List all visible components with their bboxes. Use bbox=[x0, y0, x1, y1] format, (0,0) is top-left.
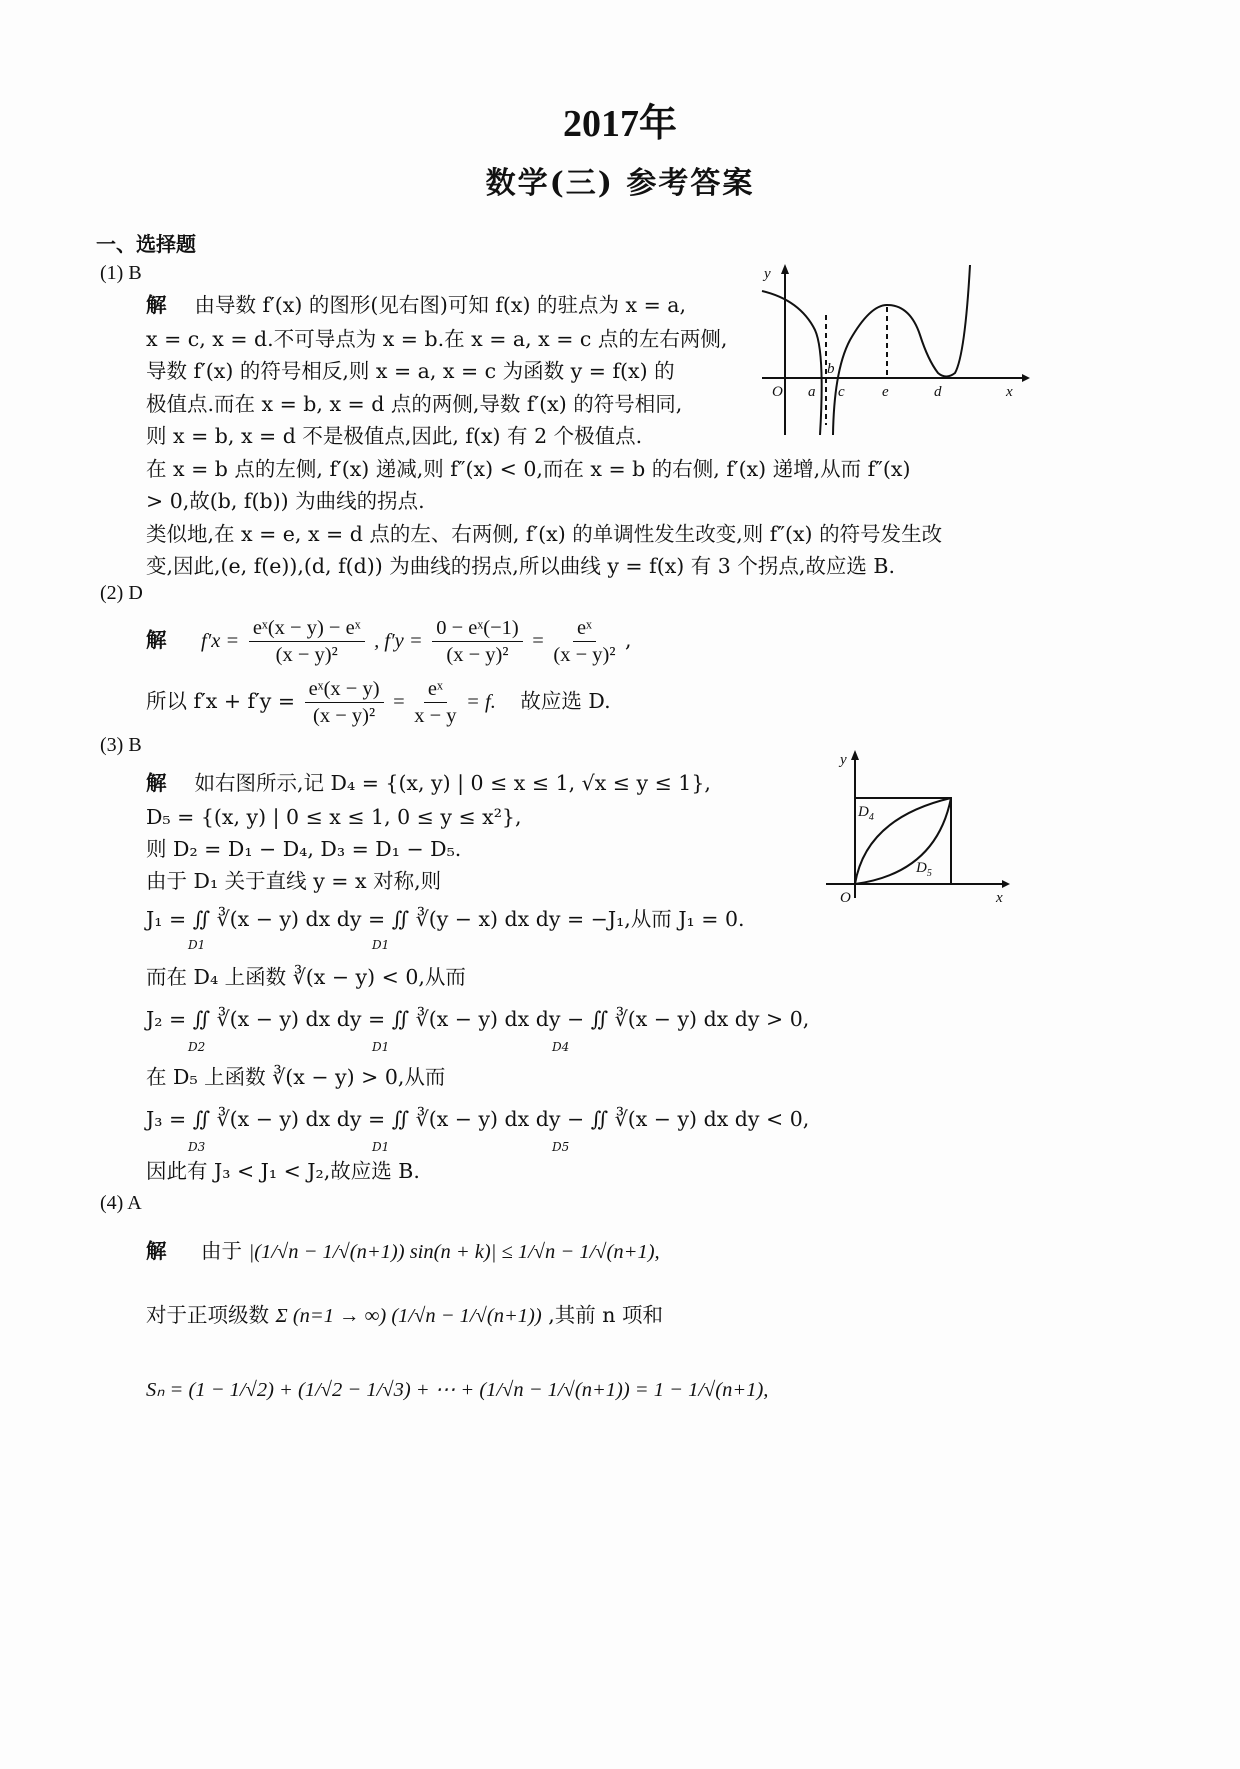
axis-label-x: x bbox=[1006, 384, 1013, 400]
question-4-header bbox=[100, 1192, 142, 1215]
question-answer: B bbox=[128, 262, 142, 284]
region-label-d4: $D_4$ bbox=[858, 804, 874, 823]
section-title: 一、选择题 bbox=[96, 232, 196, 256]
page-year-title: 2017年 bbox=[562, 103, 677, 145]
question-number: (2) bbox=[100, 582, 124, 604]
integral-limit: D1 bbox=[188, 938, 206, 952]
origin-label: O bbox=[772, 384, 783, 400]
question-number: (3) bbox=[100, 734, 124, 756]
integral-limit: D5 bbox=[552, 1140, 570, 1154]
q3-line-10: 因此有 J₃ < J₁ < J₂,故应选 B. bbox=[146, 1159, 420, 1183]
q1-line-8: 类似地,在 x = e, x = d 点的左、右两侧, f′(x) 的单调性发生改变,则 f″(x) 的符号发生改 bbox=[146, 522, 943, 546]
q3-line-6: 而在 D₄ 上函数 ∛(x − y) < 0,从而 bbox=[146, 965, 466, 989]
q1-line-1: 解 由导数 f′(x) 的图形(见右图)可知 f(x) 的驻点为 x = a, bbox=[146, 293, 687, 317]
q4-line-2: 对于正项级数 Σ (n=1 → ∞) (1/√n − 1/√(n+1)) ,其前 n 项和 bbox=[146, 1303, 663, 1327]
q2-equation-1: 解 f′x = $\frac{\text{eˣ(x − y) − eˣ}}{\text{(x − y)²}}$ , f′y = $\frac{\text{0 − eˣ(−1)}}{\text{(x − y)²}}$ = $\frac{\text{eˣ}}{\text{(x − y)²}}$ , bbox=[146, 617, 632, 666]
q1-line-2: x = c, x = d.不可导点为 x = b.在 x = a, x = c 点的左右两侧, bbox=[146, 327, 728, 351]
q3-line-8: 在 D₅ 上函数 ∛(x − y) > 0,从而 bbox=[146, 1065, 446, 1089]
solution-label: 解 bbox=[146, 1239, 167, 1263]
question-number: (4) bbox=[100, 1192, 124, 1214]
q3-line-4: 由于 D₁ 关于直线 y = x 对称,则 bbox=[146, 869, 442, 893]
fraction: $\frac{\text{eˣ(x − y)}}{\text{(x − y)²}}$ bbox=[305, 677, 384, 728]
axis-label-x: x bbox=[996, 890, 1003, 906]
q3-line-2: D₅ = {(x, y) | 0 ≤ x ≤ 1, 0 ≤ y ≤ x²}, bbox=[146, 805, 522, 829]
region-figure bbox=[826, 748, 1012, 910]
axis-label-y: y bbox=[840, 752, 847, 768]
fraction: $\frac{\text{eˣ}}{\text{(x − y)²}}$ bbox=[553, 617, 616, 666]
point-label-c: c bbox=[838, 384, 845, 400]
q1-line-5: 则 x = b, x = d 不是极值点,因此, f(x) 有 2 个极值点. bbox=[146, 424, 643, 448]
solution-label: 解 bbox=[146, 293, 167, 317]
fraction: $\frac{\text{0 − eˣ(−1)}}{\text{(x − y)²}}$ bbox=[432, 616, 523, 667]
q3-line-j2: J₂ = ∬ ∛(x − y) dx dy = ∬ ∛(x − y) dx dy − ∬ ∛(x − y) dx dy > 0, bbox=[146, 1007, 810, 1031]
solution-label: 解 bbox=[146, 628, 167, 652]
integral-limit: D4 bbox=[552, 1040, 570, 1054]
q4-line-1: 解 由于 |(1/√n − 1/√(n+1)) sin(n + k)| ≤ 1/√n − 1/√(n+1), bbox=[146, 1239, 660, 1263]
integral-limit: D1 bbox=[372, 1040, 390, 1054]
question-answer: B bbox=[128, 734, 142, 756]
derivative-graph-figure bbox=[760, 260, 1030, 435]
question-3-header bbox=[100, 734, 142, 757]
q1-line-3: 导数 f′(x) 的符号相反,则 x = a, x = c 为函数 y = f(x) 的 bbox=[146, 359, 675, 383]
q1-line-9: 变,因此,(e, f(e)),(d, f(d)) 为曲线的拐点,所以曲线 y = f(x) 有 3 个拐点,故应选 B. bbox=[146, 554, 895, 578]
q4-line-3: Sₙ = (1 − 1/√2) + (1/√2 − 1/√3) + ⋯ + (1/√n − 1/√(n+1)) = 1 − 1/√(n+1), bbox=[146, 1379, 769, 1401]
fraction: $\frac{\text{eˣ}}{x - y}$ bbox=[414, 678, 457, 727]
point-label-b: b bbox=[827, 361, 835, 377]
point-label-a: a bbox=[808, 384, 816, 400]
origin-label: O bbox=[840, 890, 851, 906]
integral-limit: D2 bbox=[188, 1040, 206, 1054]
axis-label-y: y bbox=[764, 266, 771, 282]
question-1-header bbox=[100, 262, 142, 285]
integral-limit: D3 bbox=[188, 1140, 206, 1154]
q1-line-6: 在 x = b 点的左侧, f′(x) 递减,则 f″(x) < 0,而在 x = b 的右侧, f′(x) 递增,从而 f″(x) bbox=[146, 457, 911, 481]
point-label-d: d bbox=[934, 384, 942, 400]
solution-label: 解 bbox=[146, 771, 167, 795]
page-subtitle: 数学(三) 参考答案 bbox=[485, 166, 755, 201]
q3-line-j1: J₁ = ∬ ∛(x − y) dx dy = ∬ ∛(y − x) dx dy = −J₁,从而 J₁ = 0. bbox=[146, 907, 745, 931]
question-number: (1) bbox=[100, 262, 124, 284]
q3-line-1: 解 如右图所示,记 D₄ = {(x, y) | 0 ≤ x ≤ 1, √x ≤ y ≤ 1}, bbox=[146, 771, 711, 795]
integral-limit: D1 bbox=[372, 1140, 390, 1154]
region-label-d5: $D_5$ bbox=[916, 860, 932, 879]
fraction: $\frac{\text{eˣ(x − y) − eˣ}}{\text{(x − y)²}}$ bbox=[249, 616, 365, 667]
q1-line-7: > 0,故(b, f(b)) 为曲线的拐点. bbox=[146, 489, 425, 513]
q3-line-j3: J₃ = ∬ ∛(x − y) dx dy = ∬ ∛(x − y) dx dy − ∬ ∛(x − y) dx dy < 0, bbox=[146, 1107, 810, 1131]
q1-line-4: 极值点.而在 x = b, x = d 点的两侧,导数 f′(x) 的符号相同, bbox=[146, 392, 683, 416]
point-label-e: e bbox=[882, 384, 889, 400]
question-answer: D bbox=[128, 582, 143, 604]
question-answer: A bbox=[127, 1192, 142, 1214]
q2-equation-2: 所以 f′x + f′y = $\frac{\text{eˣ(x − y)}}{\text{(x − y)²}}$ = $\frac{\text{eˣ}}{x - y}$ = f. 故应选 D. bbox=[146, 678, 611, 727]
question-2-header bbox=[100, 582, 143, 605]
integral-limit: D1 bbox=[372, 938, 390, 952]
q3-line-3: 则 D₂ = D₁ − D₄, D₃ = D₁ − D₅. bbox=[146, 837, 462, 861]
